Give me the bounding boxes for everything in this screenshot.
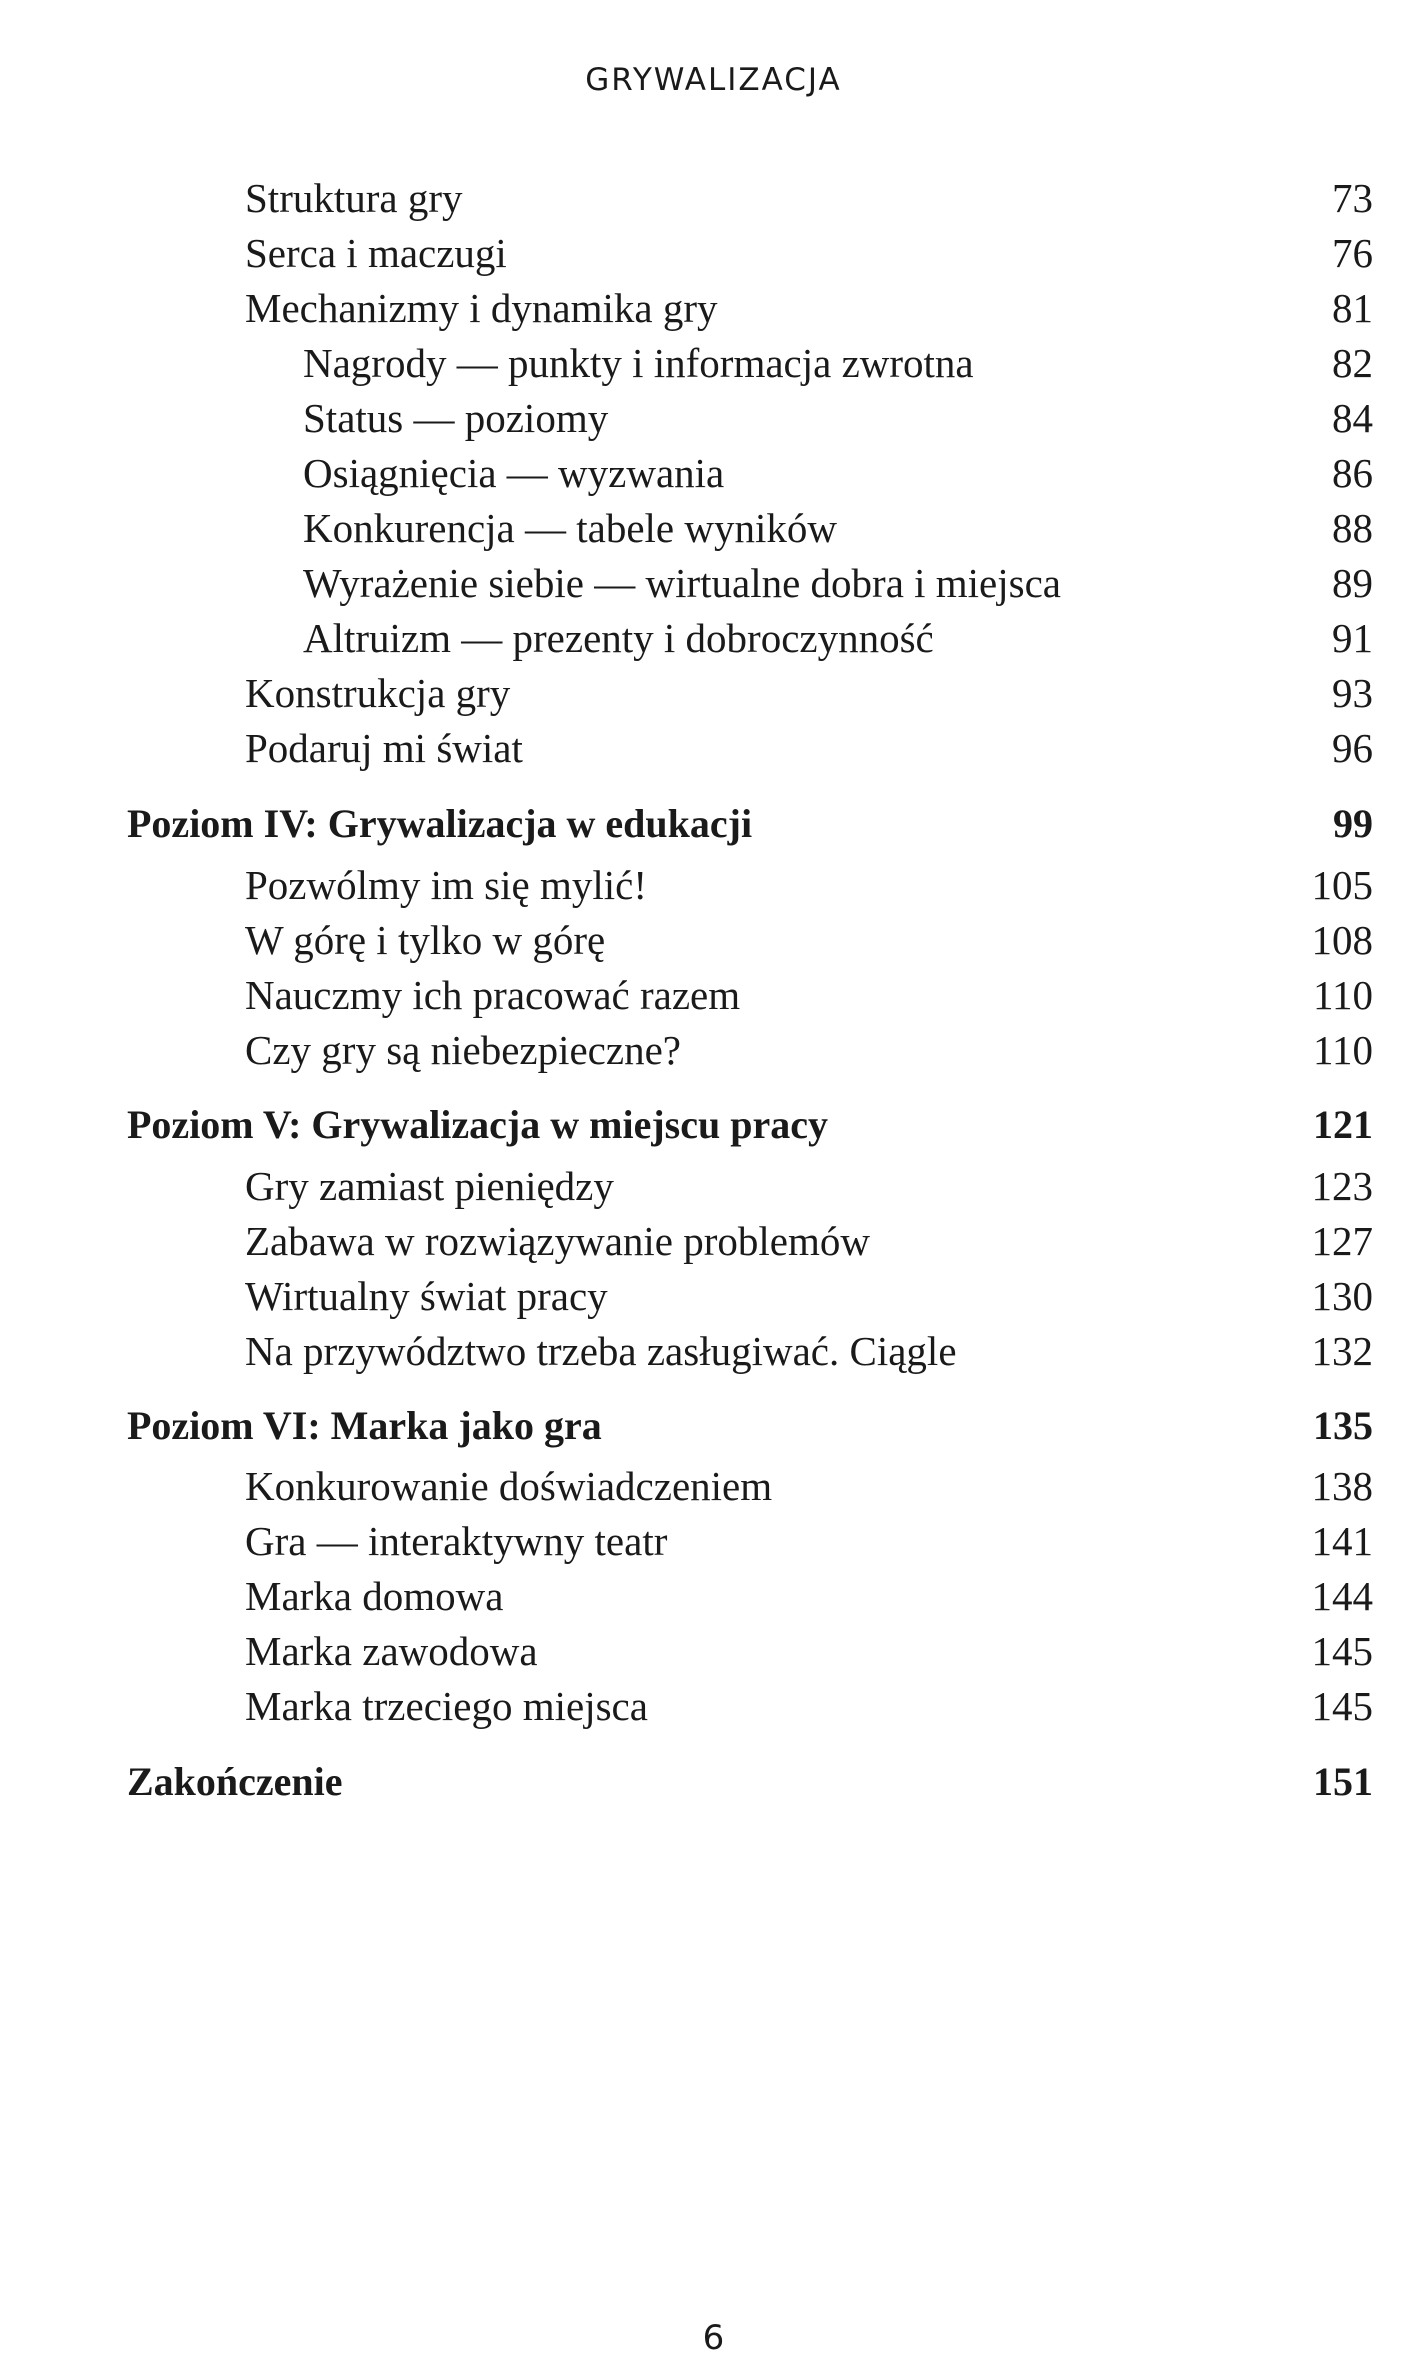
toc-chapter-title: Poziom V: Grywalizacja w miejscu pracy — [127, 1102, 828, 1147]
toc-entry-page: 141 — [1311, 1518, 1373, 1564]
toc-entry-label: Konkurowanie doświadczeniem — [245, 1463, 773, 1509]
toc-entry-label: Mechanizmy i dynamika gry — [245, 285, 718, 331]
toc-entry — [245, 1025, 1373, 1075]
toc-entry-page: 138 — [1311, 1463, 1373, 1509]
toc-entry — [303, 558, 1373, 608]
toc-entry-page: 105 — [1311, 862, 1373, 908]
toc-chapter — [127, 1401, 1373, 1451]
toc-entry — [245, 1626, 1373, 1676]
toc-entry-label: Pozwólmy im się mylić! — [245, 862, 647, 908]
toc-entry-label: Marka domowa — [245, 1573, 504, 1619]
toc-entry-label: Zabawa w rozwiązywanie problemów — [245, 1218, 870, 1264]
toc-entry — [245, 228, 1373, 278]
toc-entry — [245, 970, 1373, 1020]
toc-entry — [245, 1516, 1373, 1566]
toc-entry-page: 108 — [1311, 917, 1373, 963]
toc-entry-label: Na przywództwo trzeba zasługiwać. Ciągle — [245, 1328, 957, 1374]
toc-entry — [303, 448, 1373, 498]
toc-entry — [245, 723, 1373, 773]
toc-entry-label: Podaruj mi świat — [245, 725, 523, 771]
toc-entry-label: Marka zawodowa — [245, 1628, 538, 1674]
toc-entry-page: 96 — [1332, 725, 1373, 771]
toc-entry-page: 145 — [1311, 1683, 1373, 1729]
toc-entry — [245, 1681, 1373, 1731]
toc-entry-page: 76 — [1332, 230, 1373, 276]
toc-entry-page: 89 — [1332, 560, 1373, 606]
toc-entry-label: Wirtualny świat pracy — [245, 1273, 608, 1319]
toc-entry-page: 88 — [1332, 505, 1373, 551]
toc-entry-page: 123 — [1311, 1163, 1373, 1209]
toc-entry-page: 82 — [1332, 340, 1373, 386]
toc-entry-page: 110 — [1313, 1027, 1373, 1073]
toc-entry-label: Konkurencja — tabele wyników — [303, 505, 837, 551]
toc-entry-label: W górę i tylko w górę — [245, 917, 606, 963]
toc-entry-label: Marka trzeciego miejsca — [245, 1683, 648, 1729]
toc-entry-page: 127 — [1311, 1218, 1373, 1264]
toc-entry-label: Nauczmy ich pracować razem — [245, 972, 741, 1018]
toc-entry-label: Nagrody — punkty i informacja zwrotna — [303, 340, 974, 386]
toc-chapter-title: Zakończenie — [127, 1759, 343, 1804]
toc-entry-label: Osiągnięcia — wyzwania — [303, 450, 725, 496]
toc-chapter-title: Poziom VI: Marka jako gra — [127, 1403, 602, 1448]
toc-entry — [245, 1216, 1373, 1266]
toc-entry-page: 144 — [1311, 1573, 1373, 1619]
toc-chapter — [127, 1100, 1373, 1150]
toc-entry — [245, 668, 1373, 718]
toc-chapter — [127, 1757, 1373, 1807]
toc-entry — [303, 613, 1373, 663]
running-header: GRYWALIZACJA — [585, 62, 842, 98]
toc-entry — [245, 1571, 1373, 1621]
toc-entry — [245, 283, 1373, 333]
toc-entry — [245, 915, 1373, 965]
toc-entry-page: 145 — [1311, 1628, 1373, 1674]
toc-entry-label: Gry zamiast pieniędzy — [245, 1163, 614, 1209]
toc-entry-label: Serca i maczugi — [245, 230, 507, 276]
toc-entry — [245, 860, 1373, 910]
toc-entry — [303, 393, 1373, 443]
toc-entry-label: Gra — interaktywny teatr — [245, 1518, 668, 1564]
toc-entry — [303, 338, 1373, 388]
toc-chapter-title: Poziom IV: Grywalizacja w edukacji — [127, 801, 753, 846]
toc-entry-page: 91 — [1332, 615, 1373, 661]
toc-entry — [303, 503, 1373, 553]
toc-entry-page: 110 — [1313, 972, 1373, 1018]
toc-entry — [245, 1461, 1373, 1511]
toc-entry-label: Struktura gry — [245, 175, 463, 221]
toc-entry-label: Status — poziomy — [303, 395, 609, 441]
toc-entry-label: Wyrażenie siebie — wirtualne dobra i miejsca — [303, 560, 1061, 606]
toc-entry-page: 81 — [1332, 285, 1373, 331]
toc-entry-label: Czy gry są niebezpieczne? — [245, 1027, 681, 1073]
toc-chapter-page: 135 — [1313, 1403, 1373, 1448]
toc-entry-page: 73 — [1332, 175, 1373, 221]
toc-entry-page: 132 — [1311, 1328, 1373, 1374]
toc-entry-page: 84 — [1332, 395, 1373, 441]
toc-entry-label: Konstrukcja gry — [245, 670, 511, 716]
toc-chapter-page: 121 — [1313, 1102, 1373, 1147]
toc-entry-page: 130 — [1311, 1273, 1373, 1319]
toc-entry — [245, 1271, 1373, 1321]
toc-chapter-page: 99 — [1333, 801, 1373, 846]
toc-chapter-page: 151 — [1313, 1759, 1373, 1804]
toc-entry — [245, 1326, 1373, 1376]
toc-entry — [245, 173, 1373, 223]
toc-chapter — [127, 799, 1373, 849]
toc-entry-page: 93 — [1332, 670, 1373, 716]
toc-entry-label: Altruizm — prezenty i dobroczynność — [303, 615, 934, 661]
toc-entry — [245, 1161, 1373, 1211]
page-number: 6 — [702, 2318, 725, 2358]
toc-entry-page: 86 — [1332, 450, 1373, 496]
